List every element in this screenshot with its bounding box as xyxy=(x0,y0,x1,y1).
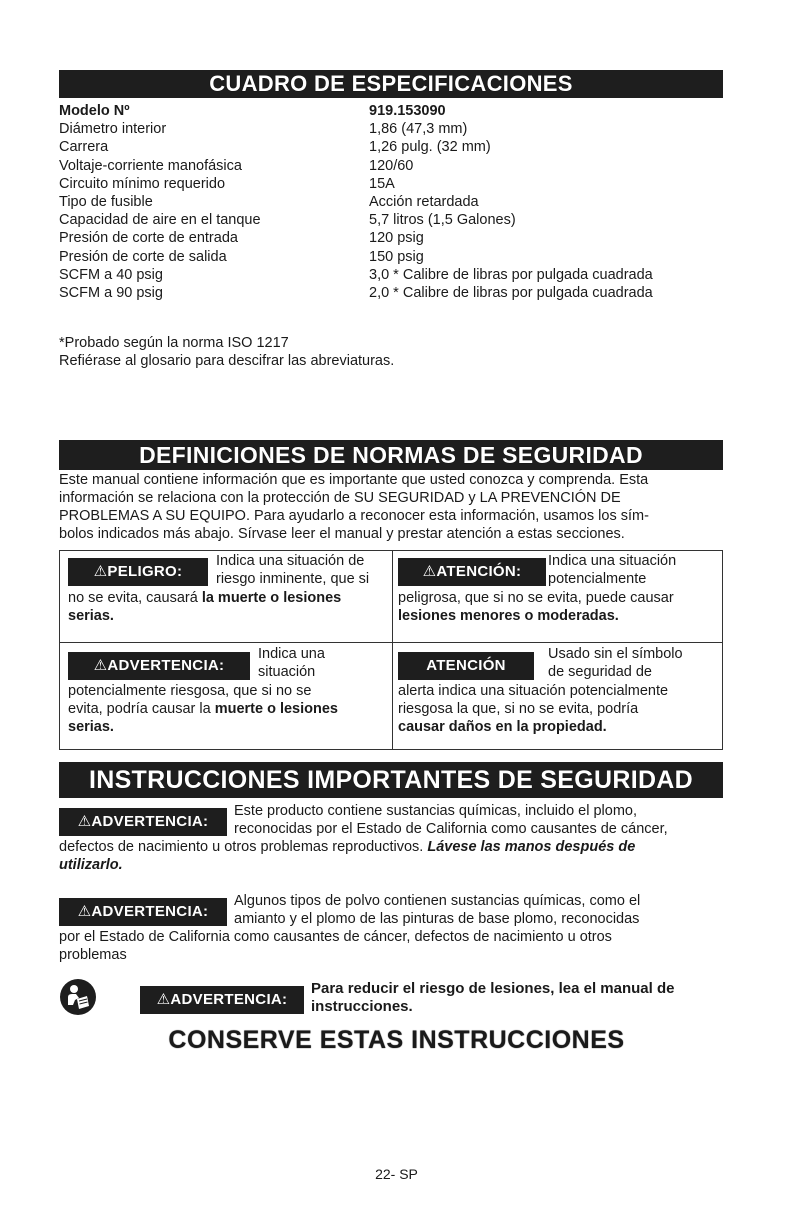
spec-label: Tipo de fusible xyxy=(59,194,153,210)
spec-row xyxy=(59,175,729,193)
advertencia-text: evita, podría causar la muerte o lesiones xyxy=(68,701,338,717)
warning-text: Algunos tipos de polvo contienen sustancias químicas, como el xyxy=(234,893,641,909)
specs-footnote-glossary: Refiérase al glosario para descifrar las abreviaturas. xyxy=(59,353,395,369)
intro-line: PROBLEMAS A SU EQUIPO. Para ayudarlo a reconocer esta información, usamos los sím- xyxy=(59,508,649,524)
spec-value: 120/60 xyxy=(369,157,414,174)
spec-value: 15A xyxy=(369,175,395,192)
warning-text: defectos de nacimiento u otros problemas reproductivos. Lávese las manos después de xyxy=(59,839,636,855)
spec-row xyxy=(59,284,729,302)
advertencia-text: potencialmente riesgosa, que si no se xyxy=(68,683,312,699)
warning-text: instrucciones. xyxy=(311,998,413,1015)
peligro-text: riesgo inminente, que si xyxy=(216,571,370,587)
atencion-badge: ATENCIÓN xyxy=(398,652,534,680)
atencion-warning-text: potencialmente xyxy=(548,571,647,587)
spec-label: Presión de corte de salida xyxy=(59,248,227,265)
atencion-warning-badge: ⚠ATENCIÓN: xyxy=(398,558,546,586)
atencion-text: alerta indica una situación potencialmente xyxy=(398,683,669,699)
peligro-text: no se evita, causará la muerte o lesiones xyxy=(68,590,342,606)
spec-row xyxy=(59,266,729,284)
spec-row xyxy=(59,229,729,247)
page-number: 22- SP xyxy=(375,1166,418,1182)
advertencia-text: Indica una xyxy=(258,646,325,662)
peligro-text: Indica una situación de xyxy=(216,553,365,569)
atencion-text: de seguridad de xyxy=(548,664,652,680)
intro-line: información se relaciona con la protección de SU SEGURIDAD y LA PREVENCIÓN DE xyxy=(59,490,621,506)
spec-label: SCFM a 40 psig xyxy=(59,266,163,283)
spec-row xyxy=(59,248,729,266)
peligro-badge: ⚠PELIGRO: xyxy=(68,558,208,586)
atencion-warning-text: Indica una situación xyxy=(548,553,677,569)
peligro-text: serias. xyxy=(68,608,114,624)
instructions-header: INSTRUCCIONES IMPORTANTES DE SEGURIDAD xyxy=(59,762,723,798)
warning-text: utilizarlo. xyxy=(59,857,123,873)
spec-value: 1,86 (47,3 mm) xyxy=(369,121,468,138)
spec-row xyxy=(59,193,729,211)
grid-divider-vertical xyxy=(392,550,393,750)
advertencia-badge: ⚠ADVERTENCIA: xyxy=(140,986,304,1014)
warning-text: Para reducir el riesgo de lesiones, lea el manual de xyxy=(311,980,675,997)
spec-value: 3,0 * Calibre de libras por pulgada cuadrada xyxy=(369,266,653,283)
advertencia-badge: ⚠ADVERTENCIA: xyxy=(68,652,250,680)
spec-value: 2,0 * Calibre de libras por pulgada cuadrada xyxy=(369,285,653,301)
spec-value: 919.153090 xyxy=(369,103,446,119)
conserve-instructions-title: CONSERVE ESTAS INSTRUCCIONES xyxy=(168,1026,625,1054)
warning-text: Este producto contiene sustancias químicas, incluido el plomo, xyxy=(234,803,637,819)
advertencia-badge: ⚠ADVERTENCIA: xyxy=(59,808,227,836)
spec-row xyxy=(59,120,729,138)
read-manual-icon xyxy=(59,978,97,1016)
atencion-warning-text: lesiones menores o moderadas. xyxy=(398,608,619,624)
spec-label: Capacidad de aire en el tanque xyxy=(59,212,261,229)
specs-header: CUADRO DE ESPECIFICACIONES xyxy=(59,70,723,98)
spec-value: 150 psig xyxy=(369,248,424,265)
atencion-text: causar daños en la propiedad. xyxy=(398,719,607,735)
warning-text: amianto y el plomo de las pinturas de base plomo, reconocidas xyxy=(234,911,640,927)
grid-divider-horizontal xyxy=(59,642,723,643)
spec-value: 1,26 pulg. (32 mm) xyxy=(369,139,491,156)
spec-label: Diámetro interior xyxy=(59,121,167,138)
atencion-text: Usado sin el símbolo xyxy=(548,646,683,662)
safety-definitions-header: DEFINICIONES DE NORMAS DE SEGURIDAD xyxy=(59,440,723,470)
spec-label: Carrera xyxy=(59,139,109,156)
spec-label: SCFM a 90 psig xyxy=(59,285,163,301)
advertencia-text: serias. xyxy=(68,719,114,735)
spec-value: 5,7 litros (1,5 Galones) xyxy=(369,212,516,229)
spec-row xyxy=(59,102,729,120)
advertencia-badge: ⚠ADVERTENCIA: xyxy=(59,898,227,926)
spec-label: Voltaje-corriente manofásica xyxy=(59,157,242,174)
spec-row xyxy=(59,138,729,156)
warning-text: reconocidas por el Estado de California como causantes de cáncer, xyxy=(234,821,668,837)
atencion-text: riesgosa la que, si no se evita, podría xyxy=(398,701,639,717)
intro-line: Este manual contiene información que es importante que usted conozca y comprenda. Esta xyxy=(59,472,649,488)
spec-label: Modelo Nº xyxy=(59,103,130,119)
spec-label: Presión de corte de entrada xyxy=(59,230,238,247)
atencion-warning-text: peligrosa, que si no se evita, puede causar xyxy=(398,590,674,606)
advertencia-text: situación xyxy=(258,664,316,680)
specs-footnote-iso: *Probado según la norma ISO 1217 xyxy=(59,335,289,351)
warning-text: por el Estado de California como causantes de cáncer, defectos de nacimiento u otros xyxy=(59,929,612,945)
warning-text: problemas xyxy=(59,947,127,963)
spec-value: 120 psig xyxy=(369,230,424,247)
spec-row xyxy=(59,211,729,229)
spec-value: Acción retardada xyxy=(369,194,479,210)
spec-label: Circuito mínimo requerido xyxy=(59,175,226,192)
spec-row xyxy=(59,157,729,175)
intro-line: bolos indicados más abajo. Sírvase leer el manual y prestar atención a estas secciones. xyxy=(59,526,625,542)
